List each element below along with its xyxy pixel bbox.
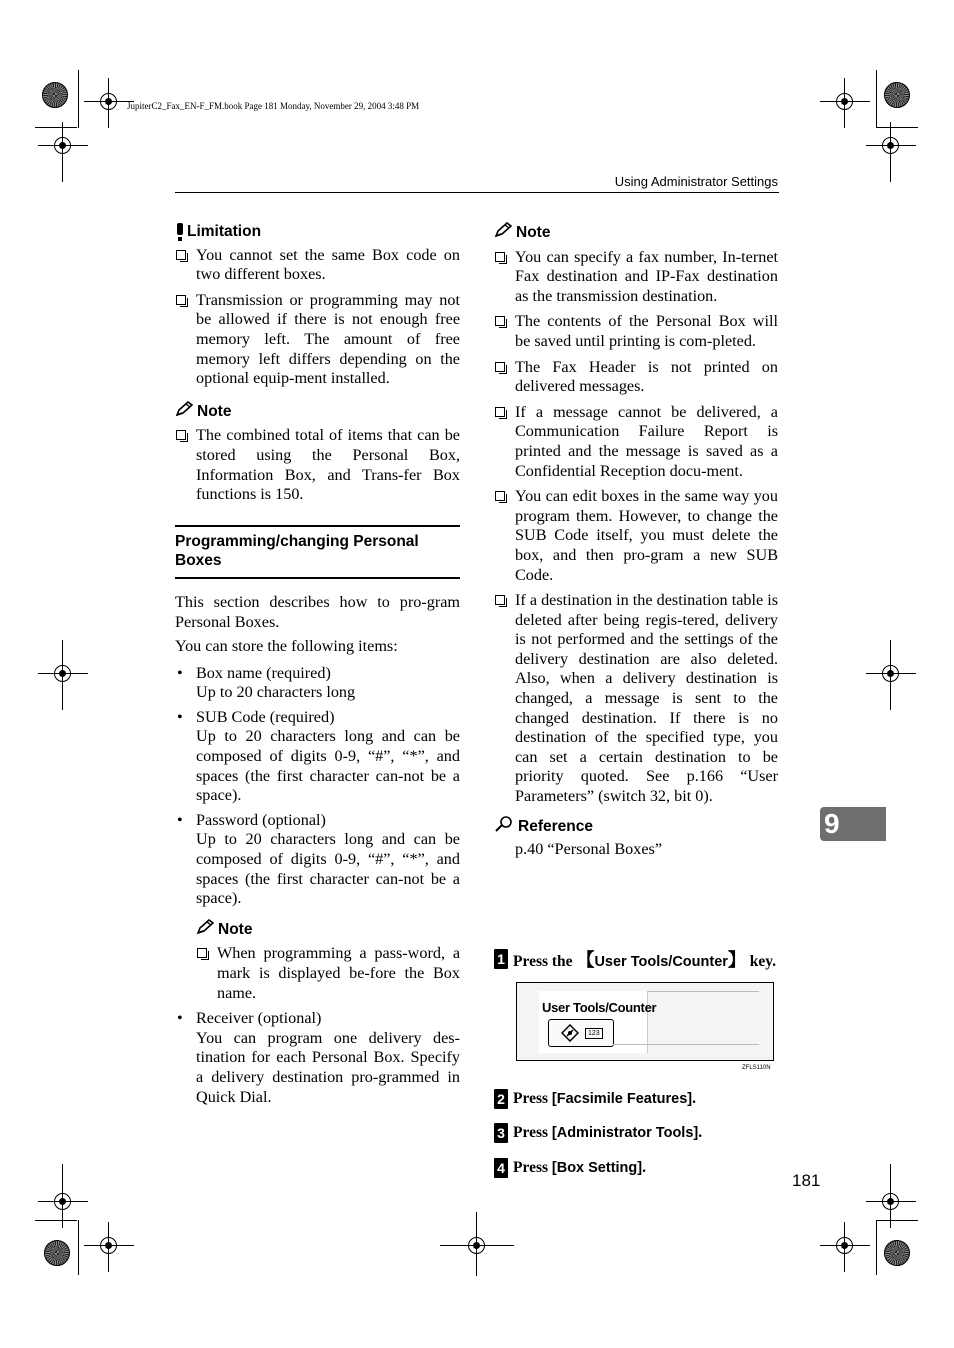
list-item: • SUB Code (required) Up to 20 characters long and can be composed of digits 0-9, “#”, “*”, and spaces (the first character can-not be a space). <box>177 707 460 805</box>
list-item: You can specify a fax number, In-ternet Fax destination and IP-Fax destination as the transmission destination. <box>494 248 778 307</box>
checkbox-bullet-icon <box>495 362 505 372</box>
right-column <box>494 222 778 860</box>
checkbox-bullet-icon <box>176 295 186 305</box>
reference-heading: Reference <box>494 815 778 839</box>
checkbox-bullet-icon <box>495 316 505 326</box>
checkbox-bullet-icon <box>495 407 505 417</box>
step-3: 3 Press [Administrator Tools]. <box>494 1123 702 1143</box>
tools-icon <box>561 1024 579 1047</box>
checkbox-bullet-icon <box>495 595 505 605</box>
section-title: Programming/changing Personal Boxes <box>175 525 460 579</box>
checkbox-bullet-icon <box>176 430 186 440</box>
limitation-heading: Limitation <box>175 222 460 242</box>
pencil-icon <box>196 919 214 941</box>
list-item: • Box name (required) Up to 20 characters long <box>177 663 356 702</box>
step-4: 4 Press [Box Setting]. <box>494 1158 646 1178</box>
list-item: Transmission or programming may not be allowed if there is not enough free memory left. The amount of free memory left differs depending on the optional equip-ment installed. <box>175 291 460 389</box>
pencil-icon <box>494 222 512 244</box>
crosshair-icon <box>866 650 916 700</box>
rosette-icon <box>884 82 910 108</box>
crosshair-icon <box>84 1222 134 1272</box>
list-item: You cannot set the same Box code on two different boxes. <box>175 246 460 285</box>
pencil-icon <box>175 401 193 423</box>
note-heading: Note <box>494 222 778 244</box>
chapter-tab: 9 <box>820 807 886 841</box>
intro-text: This section describes how to pro-gram Personal Boxes. <box>175 592 460 631</box>
list-item: You can edit boxes in the same way you program them. However, to change the SUB Code itself, you must delete the box, and then pro-gram a new SUB Code. <box>494 487 778 585</box>
rosette-icon <box>884 1240 910 1266</box>
step-1: 1 Press the 【User Tools/Counter】 key. <box>494 946 776 972</box>
step-number: 1 <box>494 949 508 969</box>
crosshair-icon <box>820 78 870 128</box>
list-item: If a message cannot be delivered, a Communication Failure Report is printed and the message is saved as a Confidential Reception docu-ment. <box>494 403 778 481</box>
checkbox-bullet-icon <box>197 948 207 958</box>
step-number: 4 <box>494 1158 508 1178</box>
checkbox-bullet-icon <box>176 250 186 260</box>
note-heading: Note <box>175 401 460 423</box>
list-item: The combined total of items that can be stored using the Personal Box, Information Box, and Trans-fer Box functions is 150. <box>175 426 460 504</box>
exclamation-icon <box>175 223 183 241</box>
rosette-icon <box>44 1240 70 1266</box>
checkbox-bullet-icon <box>495 491 505 501</box>
store-intro: You can store the following items: <box>175 637 398 656</box>
step-number: 2 <box>494 1089 508 1109</box>
list-item: • Password (optional) Up to 20 characters long and can be composed of digits 0-9, “#”, “*”, and spaces (the first character can-not be a space). Note When programming a pass-word, a mark is displayed be-fore the Box name. <box>177 810 460 1002</box>
crosshair-icon <box>820 1222 870 1272</box>
counter-badge: 123 <box>585 1028 603 1039</box>
magnifier-icon <box>494 815 514 839</box>
user-tools-counter-panel <box>516 982 774 1061</box>
reference-text: p.40 “Personal Boxes” <box>515 840 663 859</box>
crosshair-icon <box>38 122 88 172</box>
panel-label: User Tools/Counter <box>542 1000 657 1015</box>
running-head: Using Administrator Settings <box>614 174 778 189</box>
checkbox-bullet-icon <box>495 252 505 262</box>
left-column <box>175 222 460 1112</box>
page-number: 181 <box>792 1171 821 1190</box>
list-item: The contents of the Personal Box will be saved until printing is com-pleted. <box>494 312 778 351</box>
rosette-icon <box>42 82 68 108</box>
note-heading: Note <box>196 919 460 941</box>
header-rule <box>175 192 779 193</box>
step-number: 3 <box>494 1123 508 1143</box>
list-item: • Receiver (optional) You can program one delivery des-tination for each Personal Box. Specify a delivery destination pro-grammed in Quick Dial. <box>177 1009 460 1106</box>
crosshair-icon <box>38 650 88 700</box>
figure-code: ZFLS110N <box>742 1065 771 1071</box>
book-info: JupiterC2_Fax_EN-F_FM.book Page 181 Monday, November 29, 2004 3:48 PM <box>127 101 420 111</box>
step-2: 2 Press [Facsimile Features]. <box>494 1089 696 1109</box>
list-item: When programming a pass-word, a mark is displayed be-fore the Box name. <box>196 944 460 1003</box>
list-item: The Fax Header is not printed on delivered messages. <box>494 358 778 397</box>
user-tools-counter-key[interactable] <box>548 1019 614 1047</box>
crosshair-icon <box>446 1222 508 1272</box>
crosshair-icon <box>866 122 916 172</box>
list-item: If a destination in the destination table is deleted after being regis-tered, delivery is not performed and the settings of the delivery destination are also deleted. Also, when a delivery destination is changed, a message is sent to the changed destination. If there is no destination of the specified type, you can set a certain destination to be priority quoted. See p.166 “User Parameters” (switch 32, bit 0). <box>494 591 778 807</box>
